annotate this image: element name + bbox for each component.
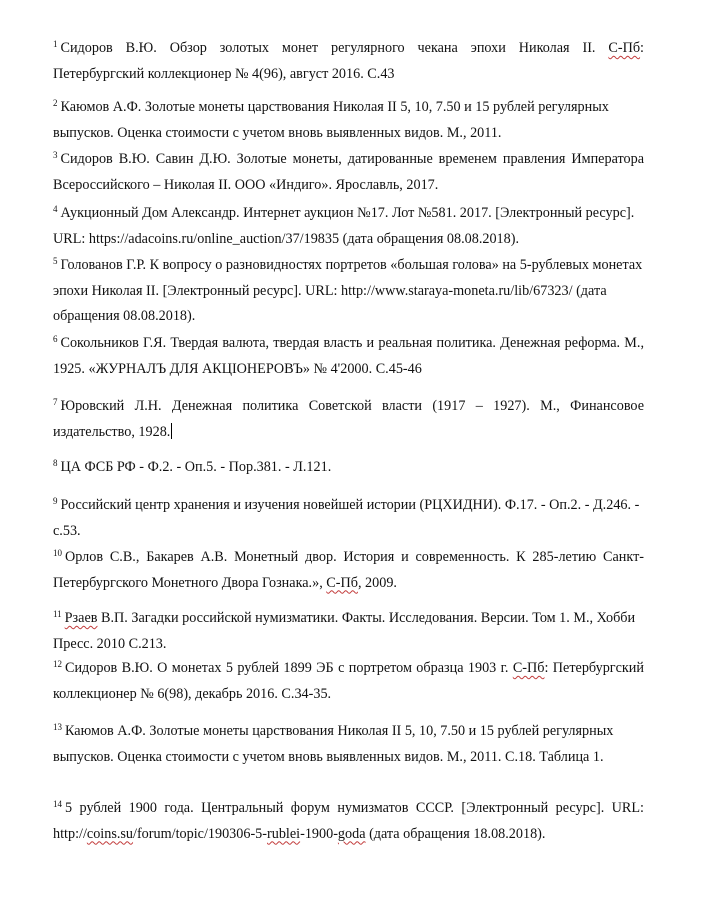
- footnote-text: Аукционный Дом Александр. Интернет аукцион №17. Лот №581. 2017. [Электронный ресурс]. URL: https://adacoins.ru/online_auction/37/19835 (дата обращения 08.08.2018).: [53, 205, 635, 247]
- footnote-text: /forum/topic/190306-5-: [133, 825, 267, 842]
- text-cursor: [171, 423, 172, 439]
- footnote-text: Орлов С.В., Бакарев А.В. Монетный двор. История и современность. К 285-летию Санкт-Петербургского Монетного Двора Гознака.»,: [53, 549, 644, 591]
- footnote-3: [53, 147, 644, 198]
- spellcheck-word[interactable]: goda: [337, 825, 366, 842]
- footnote-1: [53, 36, 644, 87]
- spellcheck-word[interactable]: Рзаев: [64, 610, 98, 626]
- footnote-text: Сокольников Г.Я. Твердая валюта, твердая власть и реальная политика. Денежная реформа. М., 1925. «ЖУРНАЛЪ ДЛЯ АКЦIОНЕРОВЪ» № 4'2000. С.45-46: [53, 335, 644, 377]
- footnote-text: Российский центр хранения и изучения новейшей истории (РЦХИДНИ). Ф.17. - Оп.2. - Д.246. - с.53.: [53, 497, 640, 539]
- footnote-number: 12: [53, 659, 62, 669]
- spellcheck-word[interactable]: rublei: [267, 825, 301, 842]
- footnote-14: [53, 796, 644, 847]
- footnote-text: : Петербургский коллекционер № 4(96), август 2016. С.43: [53, 40, 644, 82]
- footnote-text: Сидоров В.Ю. О монетах 5 рублей 1899 ЭБ с портретом образца 1903 г.: [65, 660, 513, 676]
- footnote-number: 10: [53, 548, 62, 558]
- footnote-text: (дата обращения 18.08.2018).: [365, 825, 546, 842]
- footnote-number: 3: [53, 150, 58, 160]
- footnote-number: 13: [53, 722, 62, 732]
- footnote-5: [53, 253, 644, 330]
- footnote-number: 2: [53, 98, 58, 108]
- footnote-2: [53, 95, 644, 146]
- footnote-text: Голованов Г.Р. К вопросу о разновидностях портретов «большая голова» на 5-рублевых монетах эпохи Николая II. [Электронный ресурс]. URL: http://www.staraya-moneta.ru/lib/67323/ (дата обращения 08.08.2018).: [53, 257, 643, 324]
- footnote-4: [53, 201, 644, 252]
- footnote-text: -1900-: [300, 825, 338, 842]
- footnote-text: В.П. Загадки российской нумизматики. Факты. Исследования. Версии. Том 1. М., Хобби Пресс. 2010 С.213.: [53, 610, 636, 652]
- footnote-number: 6: [53, 334, 58, 344]
- footnote-number: 1: [53, 39, 58, 49]
- footnote-text: Юровский Л.Н. Денежная политика Советской власти (1917 – 1927). М., Финансовое издательство, 1928.: [53, 398, 644, 440]
- footnote-7: [53, 394, 644, 445]
- footnote-13: [53, 719, 644, 770]
- spellcheck-word[interactable]: С-Пб: [512, 660, 545, 676]
- footnote-number: 5: [53, 256, 58, 266]
- footnote-9: [53, 493, 644, 544]
- footnote-number: 11: [53, 609, 62, 619]
- footnote-text: 5 рублей 1900 года. Центральный форум нумизматов СССР. [Электронный ресурс]. URL: http://: [53, 800, 644, 842]
- footnote-11: [53, 606, 644, 657]
- footnote-12: [53, 656, 644, 707]
- footnote-text: , 2009.: [357, 574, 397, 591]
- footnote-number: 14: [53, 799, 62, 809]
- footnote-number: 9: [53, 496, 58, 506]
- footnote-text: Каюмов А.Ф. Золотые монеты царствования Николая II 5, 10, 7.50 и 15 рублей регулярных выпусков. Оценка стоимости с учетом вновь выявленных видов. М., 2011. С.18. Таблица 1.: [53, 723, 614, 765]
- spellcheck-word[interactable]: С-Пб: [608, 40, 641, 56]
- footnote-text: Сидоров В.Ю. Обзор золотых монет регулярного чекана эпохи Николая II.: [60, 40, 609, 56]
- footnote-text: Сидоров В.Ю. Савин Д.Ю. Золотые монеты, датированные временем правления Императора Всероссийского – Николая II. ООО «Индиго». Ярославль, 2017.: [53, 151, 644, 193]
- footnote-text: : Петербургский коллекционер № 6(98), декабрь 2016. С.34-35.: [53, 660, 644, 702]
- footnote-number: 8: [53, 458, 58, 468]
- footnote-10: [53, 545, 644, 596]
- footnote-6: [53, 331, 644, 382]
- footnote-number: 7: [53, 397, 58, 407]
- spellcheck-word[interactable]: С-Пб: [326, 574, 358, 591]
- footnote-number: 4: [53, 204, 58, 214]
- footnote-text: ЦА ФСБ РФ - Ф.2. - Оп.5. - Пор.381. - Л.121.: [60, 459, 332, 475]
- footnote-8: [53, 455, 644, 481]
- spellcheck-word[interactable]: coins.su: [86, 825, 134, 842]
- footnote-text: Каюмов А.Ф. Золотые монеты царствования Николая II 5, 10, 7.50 и 15 рублей регулярных выпусков. Оценка стоимости с учетом вновь выявленных видов. М., 2011.: [53, 99, 609, 141]
